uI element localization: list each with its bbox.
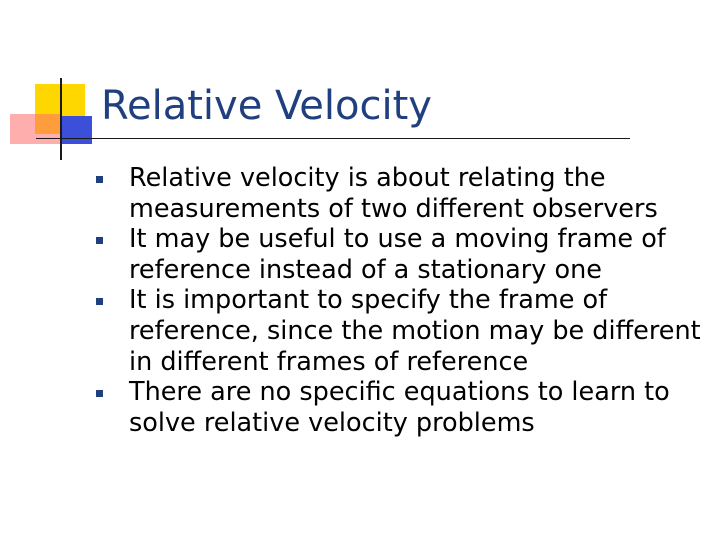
square-bullet-icon — [96, 176, 103, 183]
bullet-text: It may be useful to use a moving frame of reference instead of a stationary one — [129, 224, 666, 285]
pink-block — [10, 114, 62, 144]
bullet-text: It is important to specify the frame of reference, since the motion may be different in different frames of reference — [129, 285, 701, 377]
blue-block — [60, 116, 92, 144]
bullet-item — [96, 377, 706, 438]
bullet-text: Relative velocity is about relating the measurements of two different observers — [129, 163, 658, 224]
square-bullet-icon — [96, 298, 103, 305]
square-bullet-icon — [96, 237, 103, 244]
bullet-list — [96, 163, 706, 438]
slide-title: Relative Velocity — [101, 83, 432, 129]
bullet-item — [96, 285, 706, 377]
bullet-text: There are no specific equations to learn to solve relative velocity problems — [129, 377, 670, 438]
square-bullet-icon — [96, 390, 103, 397]
title-underline — [36, 138, 630, 139]
bullet-item — [96, 224, 706, 285]
bullet-item — [96, 163, 706, 224]
